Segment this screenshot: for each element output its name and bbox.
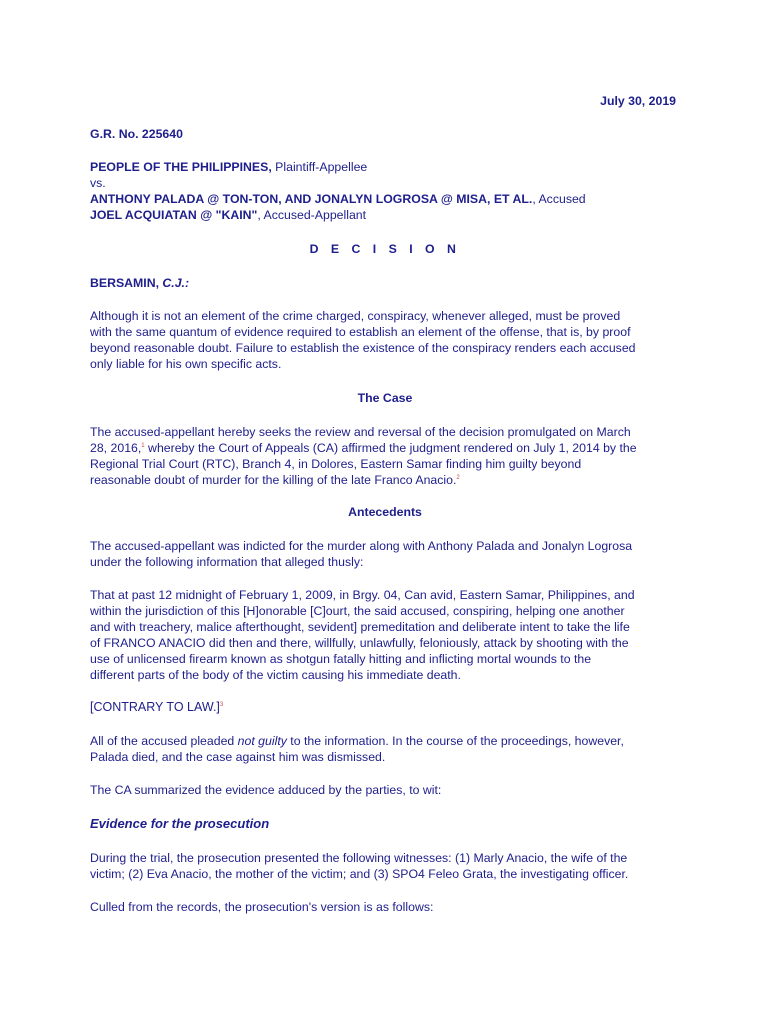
plaintiff-name: PEOPLE OF THE PHILIPPINES, — [90, 160, 272, 174]
plea-line: Palada died, and the case against him was dismissed. — [90, 750, 386, 764]
appellant-line — [90, 207, 680, 223]
information-line: and with treachery, malice afterthought, sevident] premeditation and deliberate intent to take the life — [90, 620, 630, 634]
footnote-link-1[interactable]: 1 — [141, 442, 145, 449]
antecedents-line: The accused-appellant was indicted for the murder along with Anthony Palada and Jonalyn Logrosa — [90, 539, 633, 553]
the-case-text: whereby the Court of Appeals (CA) affirmed the judgment rendered on July 1, 2014 by the — [144, 441, 637, 455]
section-heading-antecedents: Antecedents — [348, 505, 422, 519]
decision-title: D E C I S I O N — [309, 242, 461, 256]
witness-line: victim; (2) Eva Anacio, the mother of the victim; and (3) SPO4 Feleo Grata, the investigating officer. — [90, 867, 629, 881]
the-case-text: reasonable doubt of murder for the killing of the late Franco Anacio. — [90, 473, 457, 487]
prosecution-version-intro: Culled from the records, the prosecution's version is as follows: — [90, 900, 434, 914]
decision-date: July 30, 2019 — [600, 94, 676, 108]
witness-paragraph — [90, 850, 680, 882]
appellant-role: , Accused-Appellant — [257, 208, 367, 222]
decision-body — [90, 0, 680, 1024]
antecedents-intro — [90, 538, 680, 570]
intro-line: with the same quantum of evidence required to establish an element of the offense, that is, by proof — [90, 325, 631, 339]
information-line: use of unlicensed firearm known as shotgun fatally hitting and inflicting mortal wounds to the — [90, 652, 592, 666]
ca-summary: The CA summarized the evidence adduced by the parties, to wit: — [90, 783, 442, 797]
ponente-line — [90, 275, 680, 291]
appellant-name: JOEL ACQUIATAN @ "KAIN" — [90, 208, 258, 222]
the-case-line: Regional Trial Court (RTC), Branch 4, in Dolores, Eastern Samar finding him guilty beyond — [90, 457, 582, 471]
plea-line — [90, 733, 680, 749]
the-case-line: The accused-appellant hereby seeks the review and reversal of the decision promulgated on March — [90, 425, 631, 439]
plaintiff-role: Plaintiff-Appellee — [271, 160, 368, 174]
contrary-text: [CONTRARY TO LAW.] — [90, 700, 220, 714]
gr-number: G.R. No. 225640 — [90, 127, 183, 141]
plea-italic-text: not guilty — [237, 734, 287, 748]
witness-line: During the trial, the prosecution presented the following witnesses: (1) Marly Anacio, the wife of the — [90, 851, 628, 865]
plea-text: to the information. In the course of the proceedings, however, — [286, 734, 624, 748]
plea-paragraph — [90, 733, 680, 765]
accused-role: , Accused — [532, 192, 586, 206]
accused-names: ANTHONY PALADA @ TON-TON, AND JONALYN LOGROSA @ MISA, ET AL. — [90, 192, 533, 206]
versus-text: vs. — [90, 176, 106, 190]
antecedents-line: under the following information that alleged thusly: — [90, 555, 364, 569]
intro-paragraph — [90, 308, 680, 372]
section-heading-the-case: The Case — [357, 391, 413, 405]
information-line: within the jurisdiction of this [H]onorable [C]ourt, the said accused, conspiring, helping one another — [90, 604, 625, 618]
intro-line: Although it is not an element of the crime charged, conspiracy, whenever alleged, must be proved — [90, 309, 621, 323]
intro-line: only liable for his own specific acts. — [90, 357, 282, 371]
accused-line — [90, 191, 680, 207]
information-quote — [90, 587, 680, 683]
information-line: different parts of the body of the victim causing his immediate death. — [90, 668, 461, 682]
ponente-name: BERSAMIN, — [90, 276, 163, 290]
plea-text: All of the accused pleaded — [90, 734, 238, 748]
plaintiff-line — [90, 159, 680, 175]
contrary-to-law — [90, 699, 680, 715]
the-case-line — [90, 440, 680, 456]
footnote-link-3[interactable]: 3 — [219, 701, 224, 708]
the-case-line — [90, 472, 680, 488]
ponente-title: C.J.: — [162, 276, 190, 290]
the-case-text: 28, 2016, — [90, 441, 142, 455]
intro-line: beyond reasonable doubt. Failure to establish the existence of the conspiracy renders each accused — [90, 341, 636, 355]
information-line: of FRANCO ANACIO did then and there, willfully, unlawfully, feloniously, attack by shooting with the — [90, 636, 629, 650]
section-heading-prosecution: Evidence for the prosecution — [90, 816, 270, 831]
footnote-link-2[interactable]: 2 — [456, 474, 460, 481]
information-line: That at past 12 midnight of February 1, 2009, in Brgy. 04, Can avid, Eastern Samar, Philippines, and — [90, 588, 635, 602]
the-case-paragraph — [90, 424, 680, 488]
